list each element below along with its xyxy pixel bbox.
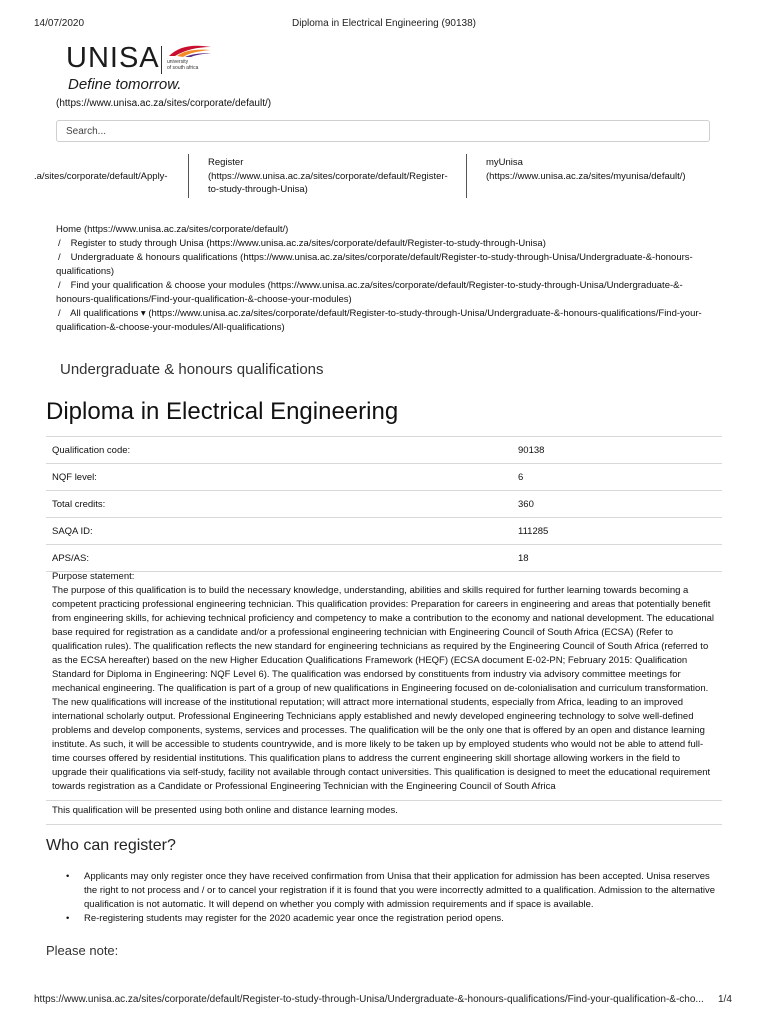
breadcrumb-home[interactable]: Home (https://www.unisa.ac.za/sites/corporate/default/) <box>56 224 289 235</box>
qualification-facts-table <box>46 436 722 572</box>
nav-register-label: Register <box>208 157 244 168</box>
fact-label: Qualification code: <box>46 437 512 464</box>
print-title: Diploma in Electrical Engineering (90138) <box>292 18 476 29</box>
fact-label: APS/AS: <box>46 545 512 572</box>
logo-tagline: Define tomorrow. <box>68 76 182 93</box>
table-row <box>46 464 722 491</box>
breadcrumb <box>56 223 716 335</box>
please-note-heading: Please note: <box>46 943 119 958</box>
nav-divider <box>188 154 189 198</box>
purpose-text: The purpose of this qualification is to build the necessary knowledge, understanding, abilities and skills required for further learning towards becoming a competent practicing professional engineering technician. This qualification provides: Preparation for careers in engineering and areas that potentially benefit from engineering skills, for achieving technical proficiency and competency to make a contribution to the economy and national development. The educational base required for registration as a candidate and/or a professional engineering technician with Engineering Council of South Africa (ECSA) (Refer to qualification rules). The qualification reflects the new standard for engineering technicians as required by the Engineering Council of South Africa (referred to as the ECSA hereafter) based on the new Higher Education Qualifications Framework (HEQF) (ECSA document E-02-PN; February 2015: Qualification Standard for Diploma in Engineering: NQF Level 6). The qualification was endorsed by constituents from industry via advisory committee meetings for mechanical engineering. The qualification is part of a group of new qualifications in Engineering focused on de-colonialisation and curriculum transformation. The new qualifications will increase of the institutional reputation; will attract more international students, especially from Africa, leading to an improved international scholarly output. Professional Engineering Technicians apply established and newly developed engineering technology to solve well-defined problems and develop components, systems, services and processes. The qualification will be the only one that is offered by an open and distance learning institute. As such, it will be accessible to students countrywide, and is more likely to be taken up by employed students who would not be able to attend full-time courses offered by residential institutions. This qualification plans to address the current engineering skill shortage allowing workers in the field to upgrade their qualifications via self-study, facility not available through contact universities. This qualification is designed to meet the educational requirement towards registration as a Candidate or Professional Engineering Technician with the Engineering Council of South Africa <box>52 585 715 792</box>
fact-label: Total credits: <box>46 491 512 518</box>
footer-url: https://www.unisa.ac.za/sites/corporate/default/Register-to-study-through-Unisa/Undergraduate-&-honours-qualifications/Find-your-qualification-&-cho... <box>34 994 704 1005</box>
nav-register-url: (https://www.unisa.ac.za/sites/corporate/default/Register-to-study-through-Unisa) <box>208 170 448 195</box>
page-number: 1/4 <box>718 994 732 1005</box>
breadcrumb-item-url: (https://www.unisa.ac.za/sites/corporate/default/Register-to-study-through-Unisa/Undergraduate-&-honours-qualifications/Find-your-qualification-&-choose-your-modules/All-qualifications) <box>56 308 702 333</box>
table-row <box>46 491 722 518</box>
delivery-modes-text: This qualification will be presented using both online and distance learning modes. <box>52 805 398 816</box>
breadcrumb-item-label: Find your qualification & choose your modules (https://www.unisa.ac.za/sites/corporate/default/Register-to-study-through-Unisa/Undergraduate-&-honours-qualifications/Find-your-qualification-&-choose-your-modules) <box>56 280 683 305</box>
who-can-register-list <box>46 870 722 926</box>
print-date: 14/07/2020 <box>34 18 85 29</box>
logo-flag-icon <box>167 44 213 58</box>
breadcrumb-item-label: Register to study through Unisa (https://www.unisa.ac.za/sites/corporate/default/Register-to-study-through-Unisa) <box>70 238 546 249</box>
nav-divider <box>466 154 467 198</box>
fact-value: 90138 <box>512 437 722 464</box>
breadcrumb-separator: / <box>58 238 61 249</box>
home-link[interactable]: (https://www.unisa.ac.za/sites/corporate/default/) <box>56 98 272 109</box>
table-row <box>46 518 722 545</box>
table-row <box>46 437 722 464</box>
fact-value: 6 <box>512 464 722 491</box>
logo-university-text <box>167 59 198 71</box>
logo-sub-line1: university <box>167 59 189 65</box>
page-title: Diploma in Electrical Engineering <box>46 398 399 425</box>
fact-label: NQF level: <box>46 464 512 491</box>
breadcrumb-item[interactable] <box>56 237 716 251</box>
list-item: • Applicants may only register once they have received confirmation from Unisa that their application for admission has been accepted. Unisa reserves the right to not process and / or to cancel your registration if it is found that you were incorrectly admitted to a qualification. Admission to the alternative qualification is not automatic. It will depend on whether you comply with admission requirements and if space is available. <box>66 870 722 912</box>
section-heading: Undergraduate & honours qualifications <box>60 361 324 378</box>
divider <box>46 824 722 825</box>
fact-value: 111285 <box>512 518 722 545</box>
nav-register-link[interactable] <box>208 156 458 197</box>
nav-myunisa-link[interactable] <box>486 156 716 183</box>
search-input[interactable]: Search... <box>56 120 710 142</box>
fact-label: SAQA ID: <box>46 518 512 545</box>
nav-myunisa-label: myUnisa <box>486 157 523 168</box>
nav-apply-link[interactable]: .a/sites/corporate/default/Apply- <box>34 171 168 182</box>
breadcrumb-item-label: All qualifications <box>70 308 139 319</box>
purpose-label: Purpose statement: <box>52 571 135 582</box>
list-item: • Re-registering students may register for the 2020 academic year once the registration period opens. <box>66 912 722 926</box>
unisa-logo[interactable] <box>66 42 286 100</box>
logo-wordmark: UNISA <box>66 42 160 74</box>
who-can-register-heading: Who can register? <box>46 837 176 854</box>
breadcrumb-item[interactable] <box>56 307 716 335</box>
breadcrumb-separator: / <box>58 280 61 291</box>
logo-sub-line2: of south africa <box>167 65 199 71</box>
logo-divider <box>161 46 162 74</box>
breadcrumb-item-label: Undergraduate & honours qualifications (https://www.unisa.ac.za/sites/corporate/default/Register-to-study-through-Unisa/Undergraduate-&-honours-qualifications) <box>56 252 693 277</box>
purpose-statement <box>46 566 722 801</box>
breadcrumb-item[interactable] <box>56 251 716 279</box>
chevron-down-icon[interactable]: ▾ <box>140 308 146 319</box>
breadcrumb-item[interactable] <box>56 279 716 307</box>
fact-value: 360 <box>512 491 722 518</box>
fact-value: 18 <box>512 545 722 572</box>
breadcrumb-separator: / <box>58 308 61 319</box>
breadcrumb-separator: / <box>58 252 61 263</box>
nav-myunisa-url: (https://www.unisa.ac.za/sites/myunisa/default/) <box>486 170 686 182</box>
